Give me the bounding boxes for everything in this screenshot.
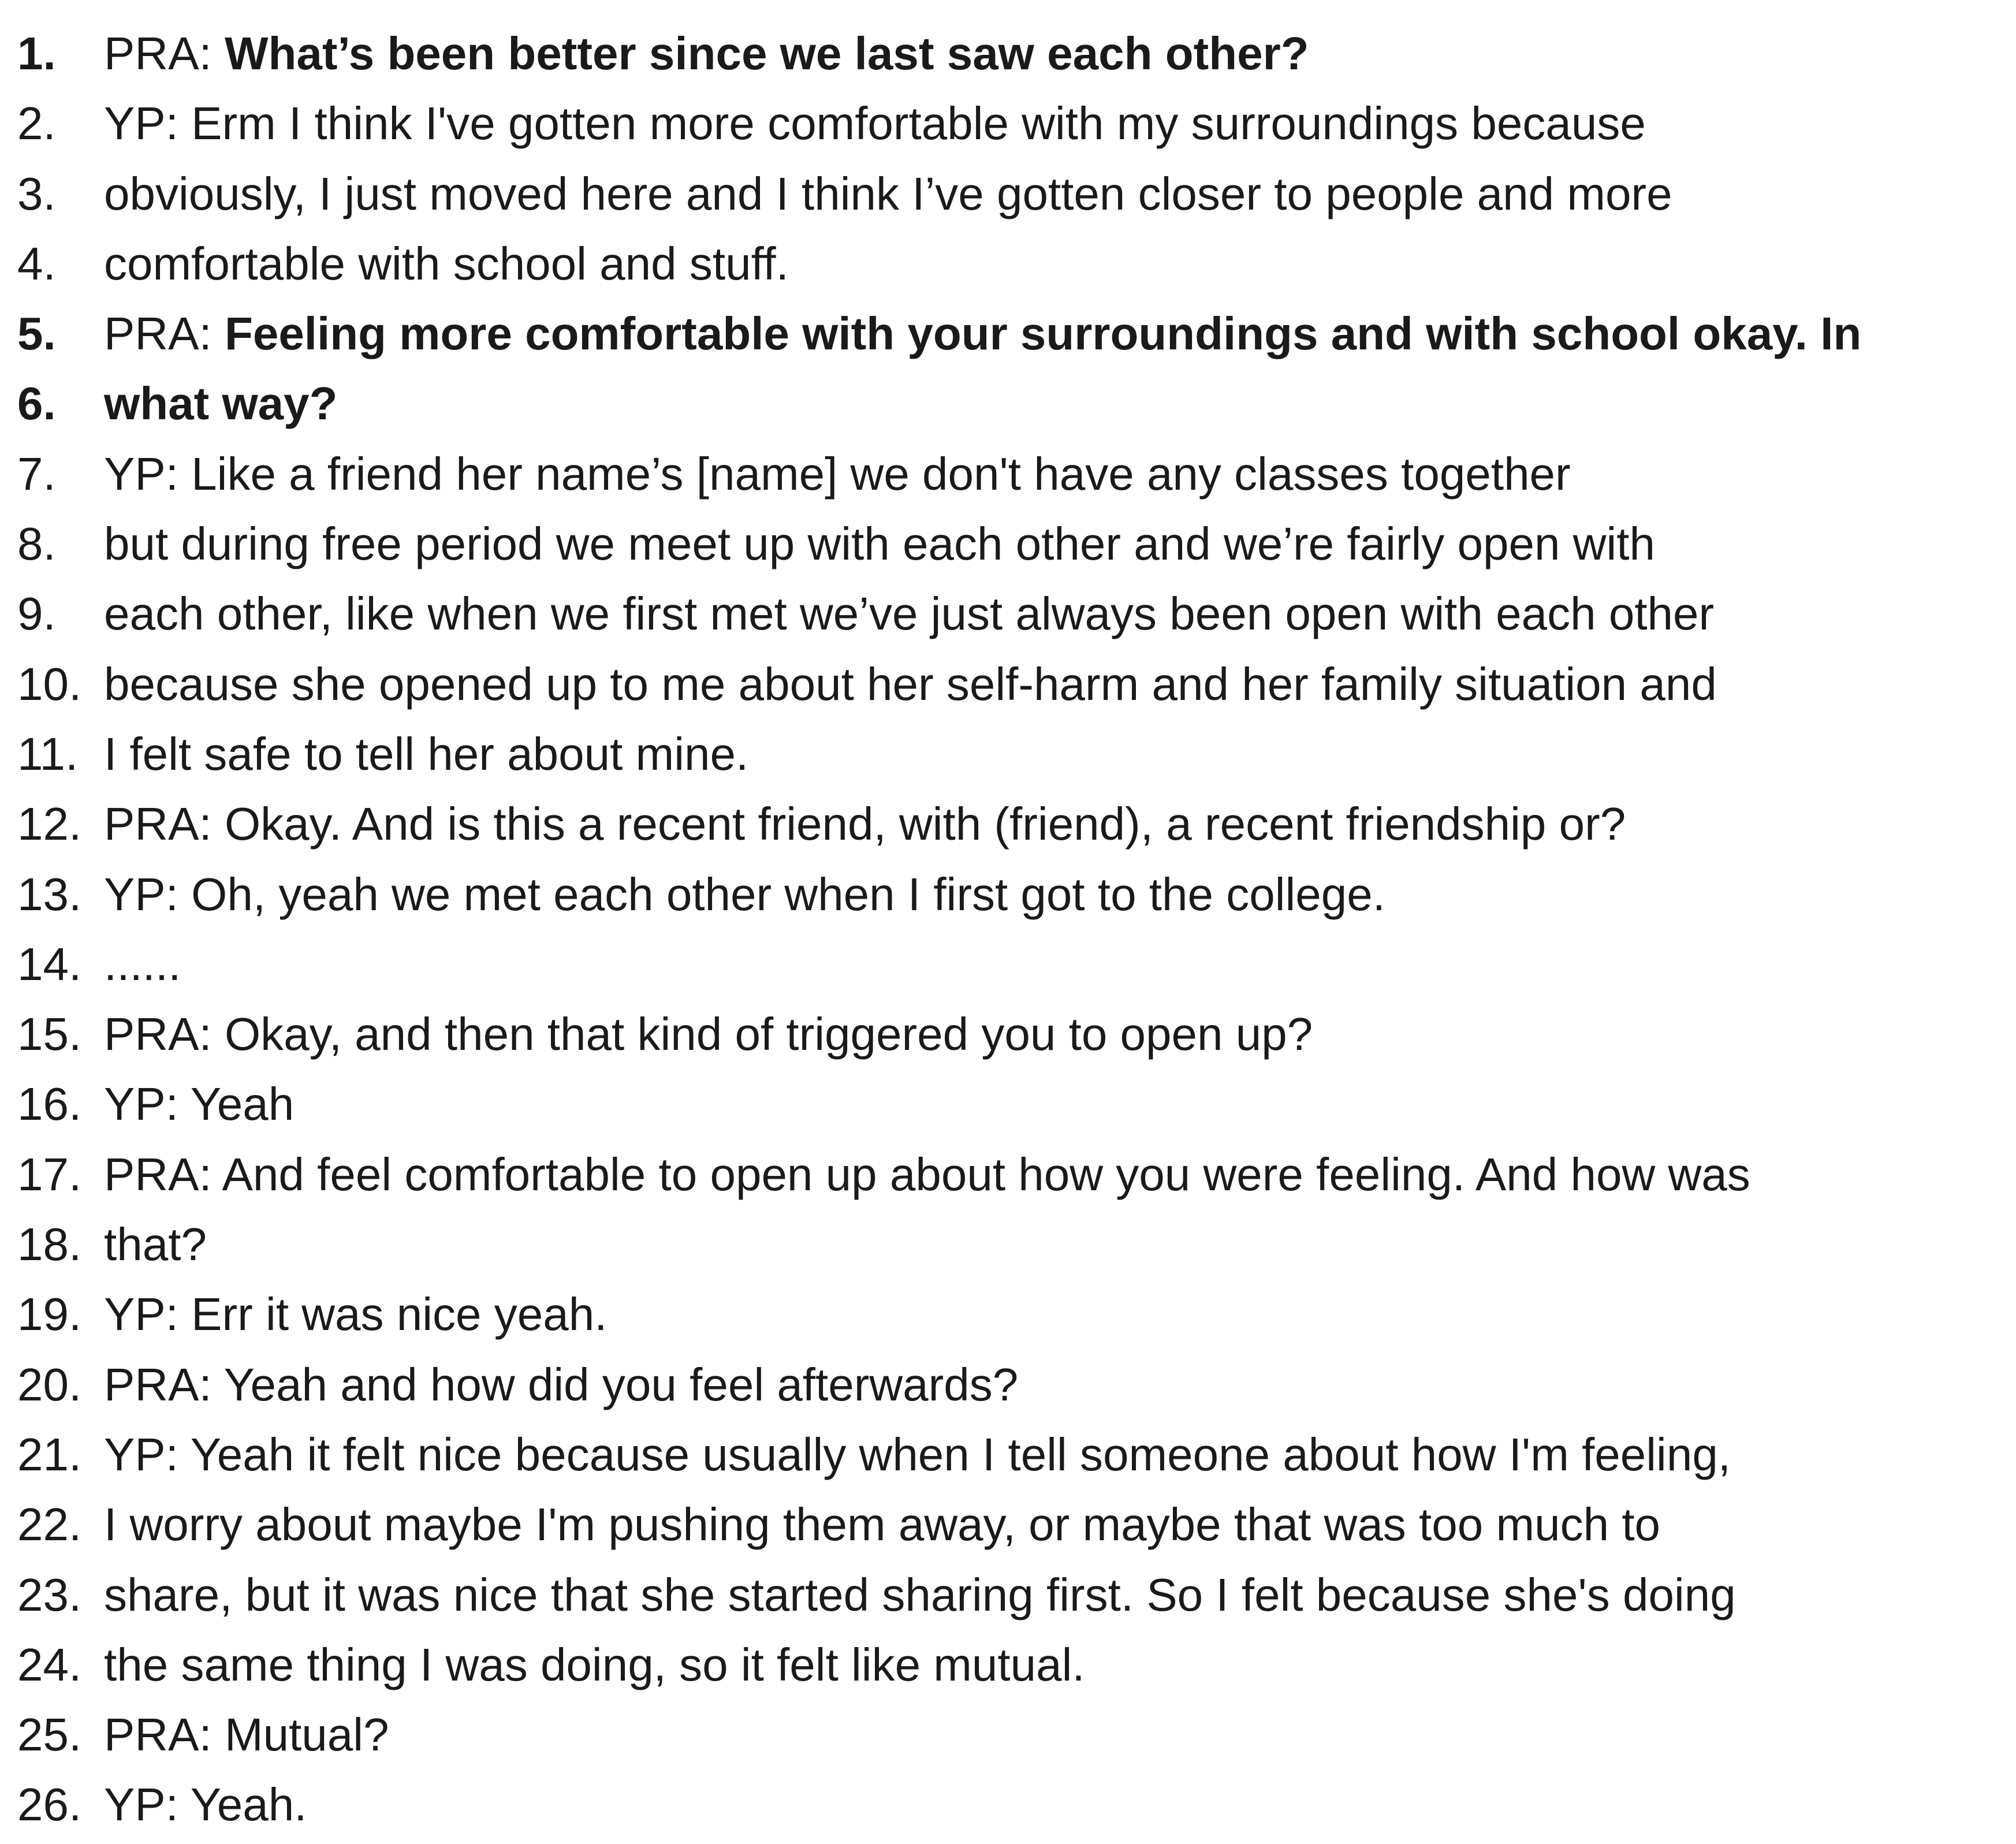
line-text [104, 649, 2004, 719]
utterance-text: I felt safe to tell her about mine. [104, 728, 749, 780]
line-number: 1. [17, 28, 56, 79]
transcript-line [17, 1279, 2004, 1349]
line-number: 3. [17, 167, 56, 219]
transcript-line [17, 368, 2004, 438]
utterance-text: YP: Yeah [104, 1078, 295, 1130]
utterance-text: that? [104, 1219, 207, 1271]
line-number: 25. [17, 1709, 82, 1761]
utterance-text: ...... [104, 938, 181, 990]
line-number: 17. [17, 1148, 82, 1200]
line-text [104, 1139, 2004, 1209]
line-text [104, 1209, 2004, 1279]
line-text [104, 509, 2004, 579]
line-text [104, 859, 2004, 929]
line-text [104, 579, 2004, 649]
utterance-text: but during free period we meet up with each other and we’re fairly open with [104, 518, 1655, 570]
speaker-label: PRA: [104, 308, 225, 360]
line-number: 20. [17, 1358, 82, 1410]
utterance-text: YP: Yeah. [104, 1779, 307, 1831]
transcript-line [17, 299, 2004, 368]
line-text [104, 229, 2004, 299]
transcript-line [17, 1700, 2004, 1770]
interviewer-question: Feeling more comfortable with your surroundings and with school okay. In [224, 308, 1862, 360]
transcript-line [17, 1209, 2004, 1279]
transcript-line [17, 439, 2004, 509]
transcript-line [17, 789, 2004, 859]
interviewer-question: what way? [104, 378, 338, 430]
line-number: 8. [17, 518, 56, 570]
line-number: 10. [17, 658, 82, 710]
line-text [104, 719, 2004, 789]
line-number: 26. [17, 1779, 82, 1831]
transcript-line [17, 1420, 2004, 1489]
transcript-line [17, 999, 2004, 1069]
line-number: 18. [17, 1219, 82, 1271]
line-text [104, 1560, 2004, 1630]
transcript-line [17, 859, 2004, 929]
line-text [104, 299, 2004, 368]
line-text [104, 439, 2004, 509]
line-number: 13. [17, 868, 82, 920]
transcript-line [17, 1350, 2004, 1420]
utterance-text: PRA: Mutual? [104, 1709, 389, 1761]
transcript-line [17, 1560, 2004, 1630]
line-text [104, 1770, 2004, 1839]
transcript-line [17, 579, 2004, 649]
speaker-label: PRA: [104, 28, 225, 79]
transcript-line [17, 719, 2004, 789]
line-number: 22. [17, 1499, 82, 1551]
line-number: 15. [17, 1008, 82, 1060]
line-text [104, 159, 2004, 229]
line-text [104, 1489, 2004, 1559]
line-number: 2. [17, 98, 56, 150]
transcript-line [17, 18, 2004, 88]
line-number: 21. [17, 1428, 82, 1480]
transcript-list [17, 18, 2004, 1840]
line-number: 6. [17, 378, 56, 430]
transcript-line [17, 1489, 2004, 1559]
transcript-line [17, 929, 2004, 999]
utterance-text: YP: Like a friend her name’s [name] we don't have any classes together [104, 448, 1571, 500]
utterance-text: because she opened up to me about her self-harm and her family situation and [104, 658, 1717, 710]
utterance-text: obviously, I just moved here and I think I’ve gotten closer to people and more [104, 167, 1672, 219]
line-number: 5. [17, 308, 56, 360]
transcript-line [17, 229, 2004, 299]
utterance-text: the same thing I was doing, so it felt like mutual. [104, 1638, 1085, 1690]
line-number: 12. [17, 798, 82, 850]
line-number: 19. [17, 1288, 82, 1340]
utterance-text: YP: Erm I think I've gotten more comfortable with my surroundings because [104, 98, 1646, 150]
line-text [104, 1420, 2004, 1489]
line-text [104, 929, 2004, 999]
line-number: 11. [17, 728, 79, 780]
utterance-text: share, but it was nice that she started sharing first. So I felt because she's doing [104, 1569, 1736, 1621]
transcript-line [17, 1139, 2004, 1209]
line-number: 7. [17, 448, 56, 500]
line-text [104, 368, 2004, 438]
utterance-text: YP: Oh, yeah we met each other when I first got to the college. [104, 868, 1385, 920]
line-number: 14. [17, 938, 82, 990]
utterance-text: PRA: Okay, and then that kind of triggered you to open up? [104, 1008, 1313, 1060]
transcript-line [17, 1630, 2004, 1700]
line-text [104, 789, 2004, 859]
utterance-text: PRA: Yeah and how did you feel afterwards? [104, 1358, 1019, 1410]
line-number: 9. [17, 588, 56, 640]
utterance-text: YP: Yeah it felt nice because usually when I tell someone about how I'm feeling, [104, 1428, 1731, 1480]
transcript-line [17, 1770, 2004, 1839]
utterance-text: comfortable with school and stuff. [104, 237, 789, 289]
interviewer-question: What’s been better since we last saw each other? [224, 28, 1309, 79]
transcript-line [17, 649, 2004, 719]
line-text [104, 1279, 2004, 1349]
line-number: 4. [17, 237, 56, 289]
transcript-line [17, 1069, 2004, 1139]
utterance-text: I worry about maybe I'm pushing them away, or maybe that was too much to [104, 1499, 1661, 1551]
line-text [104, 1350, 2004, 1420]
line-text [104, 1630, 2004, 1700]
utterance-text: YP: Err it was nice yeah. [104, 1288, 608, 1340]
utterance-text: each other, like when we first met we’ve just always been open with each other [104, 588, 1715, 640]
line-text [104, 999, 2004, 1069]
line-number: 24. [17, 1638, 82, 1690]
utterance-text: PRA: Okay. And is this a recent friend, with (friend), a recent friendship or? [104, 798, 1626, 850]
line-number: 16. [17, 1078, 82, 1130]
utterance-text: PRA: And feel comfortable to open up about how you were feeling. And how was [104, 1148, 1750, 1200]
line-text [104, 1700, 2004, 1770]
line-text [104, 88, 2004, 158]
line-text [104, 18, 2004, 88]
transcript-line [17, 88, 2004, 158]
line-number: 23. [17, 1569, 82, 1621]
transcript-line [17, 159, 2004, 229]
line-text [104, 1069, 2004, 1139]
transcript-line [17, 509, 2004, 579]
